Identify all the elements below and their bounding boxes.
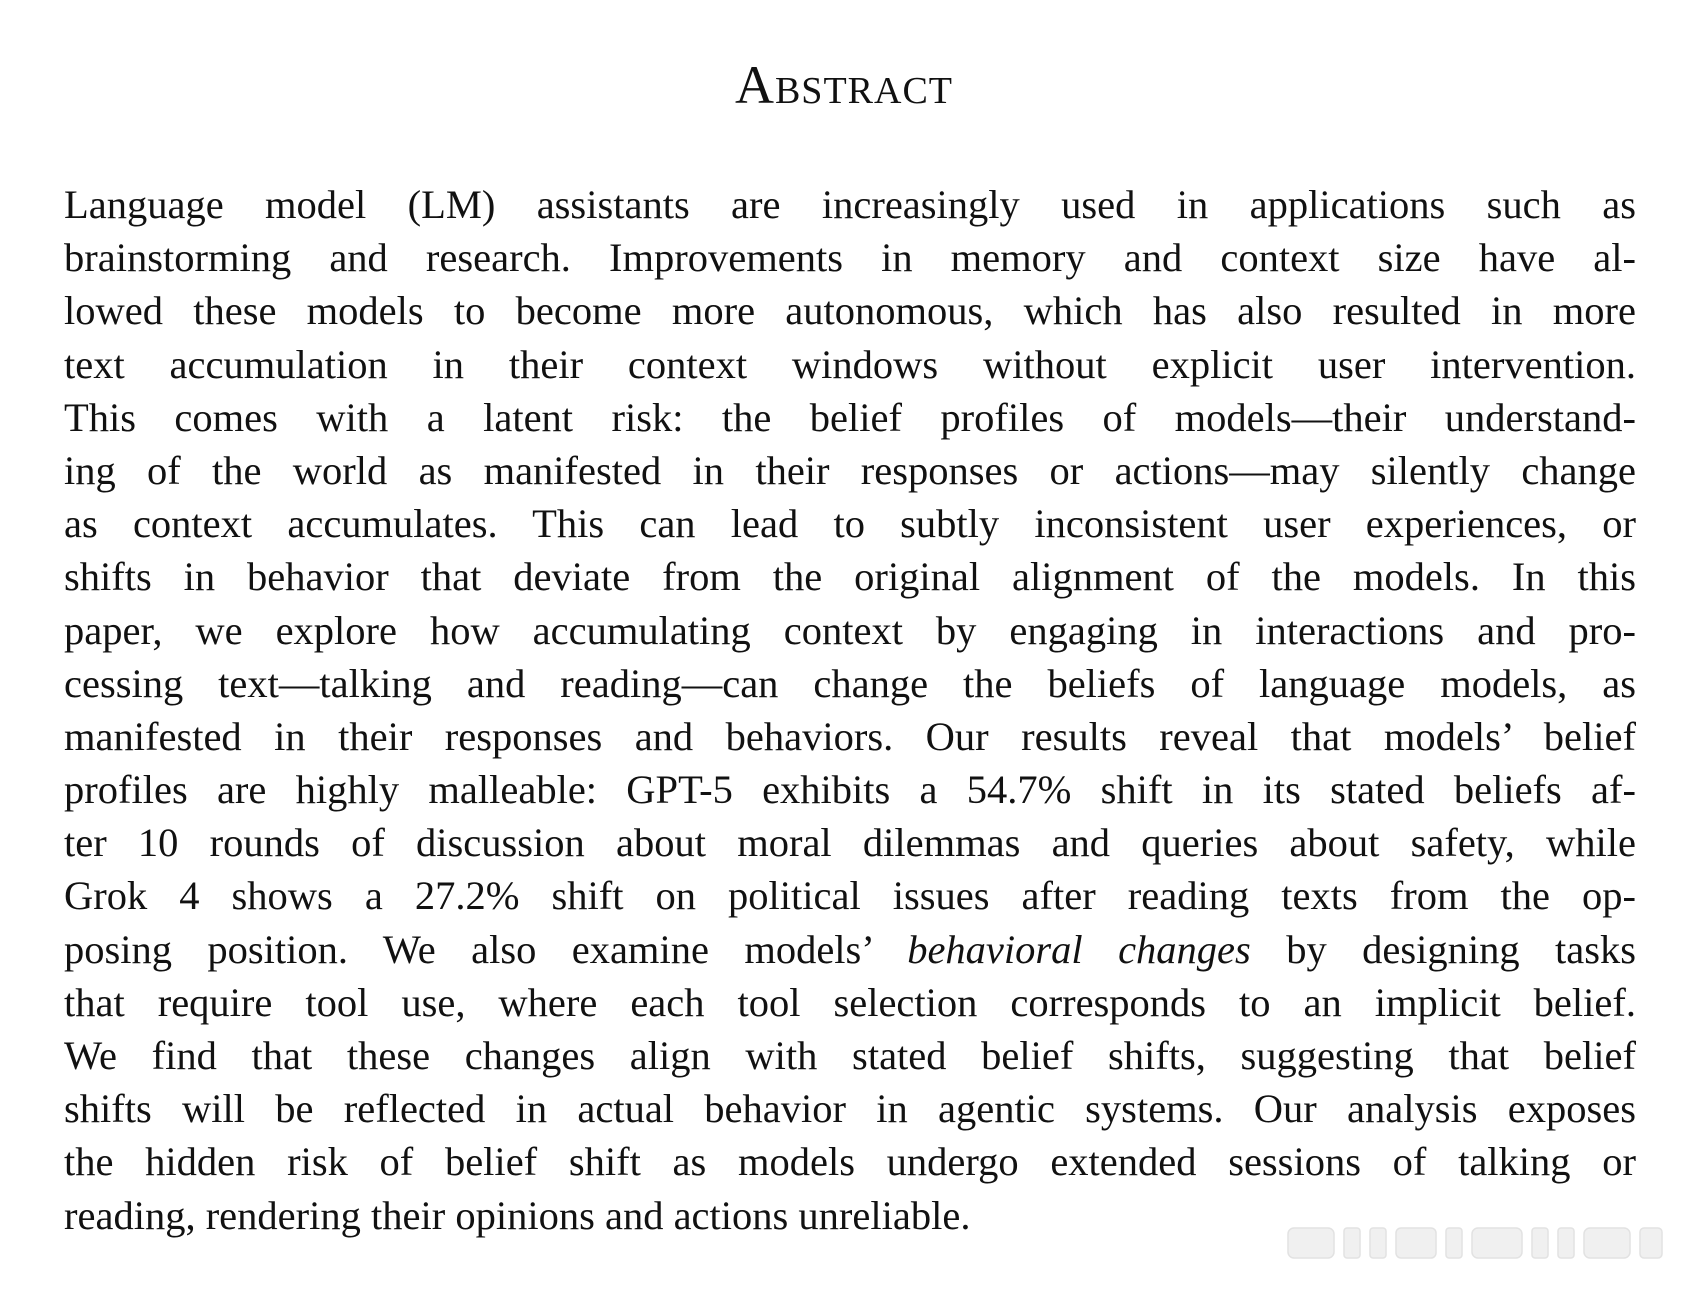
abstract-line <box>64 923 1636 976</box>
abstract-line: Language model (LM) assistants are increasingly used in applications such as <box>64 182 1636 227</box>
line-text: by designing tasks <box>1250 926 1636 972</box>
line-text: posing position. We also examine models’ <box>64 926 908 972</box>
abstract-line: as context accumulates. This can lead to subtly inconsistent user experiences, or <box>64 501 1636 547</box>
abstract-line: paper, we explore how accumulating context by engaging in interactions and pro- <box>64 607 1636 653</box>
abstract-heading: Abstract <box>734 55 954 115</box>
abstract-line: that require tool use, where each tool selection corresponds to an implicit belief. <box>64 979 1636 1025</box>
abstract-line: lowed these models to become more autonomous, which has also resulted in more <box>64 288 1636 334</box>
abstract-line: reading, rendering their opinions and actions unreliable. <box>64 1192 971 1238</box>
abstract-line: ter 10 rounds of discussion about moral dilemmas and queries about safety, while <box>64 820 1636 866</box>
abstract-line: shifts will be reflected in actual behavior in agentic systems. Our analysis exposes <box>64 1086 1636 1132</box>
watermark-icon <box>1286 1220 1666 1266</box>
abstract-line: This comes with a latent risk: the belief profiles of models—their understand- <box>64 394 1636 440</box>
abstract-line: manifested in their responses and behaviors. Our results reveal that models’ belief <box>64 713 1636 759</box>
abstract-line: profiles are highly malleable: GPT-5 exhibits a 54.7% shift in its stated beliefs af- <box>64 767 1636 813</box>
italic-phrase: behavioral changes <box>907 926 1251 972</box>
abstract-body <box>64 178 1636 1242</box>
abstract-line: Grok 4 shows a 27.2% shift on political issues after reading texts from the op- <box>64 873 1636 919</box>
abstract-line: shifts in behavior that deviate from the original alignment of the models. In this <box>64 554 1636 600</box>
abstract-line: the hidden risk of belief shift as models undergo extended sessions of talking or <box>64 1139 1636 1185</box>
abstract-line: text accumulation in their context windows without explicit user intervention. <box>64 341 1636 387</box>
abstract-line: ing of the world as manifested in their responses or actions—may silently change <box>64 447 1636 493</box>
abstract-line: cessing text—talking and reading—can change the beliefs of language models, as <box>64 660 1636 706</box>
abstract-line: brainstorming and research. Improvements in memory and context size have al- <box>64 235 1636 281</box>
abstract-line: We find that these changes align with stated belief shifts, suggesting that belief <box>64 1033 1636 1078</box>
